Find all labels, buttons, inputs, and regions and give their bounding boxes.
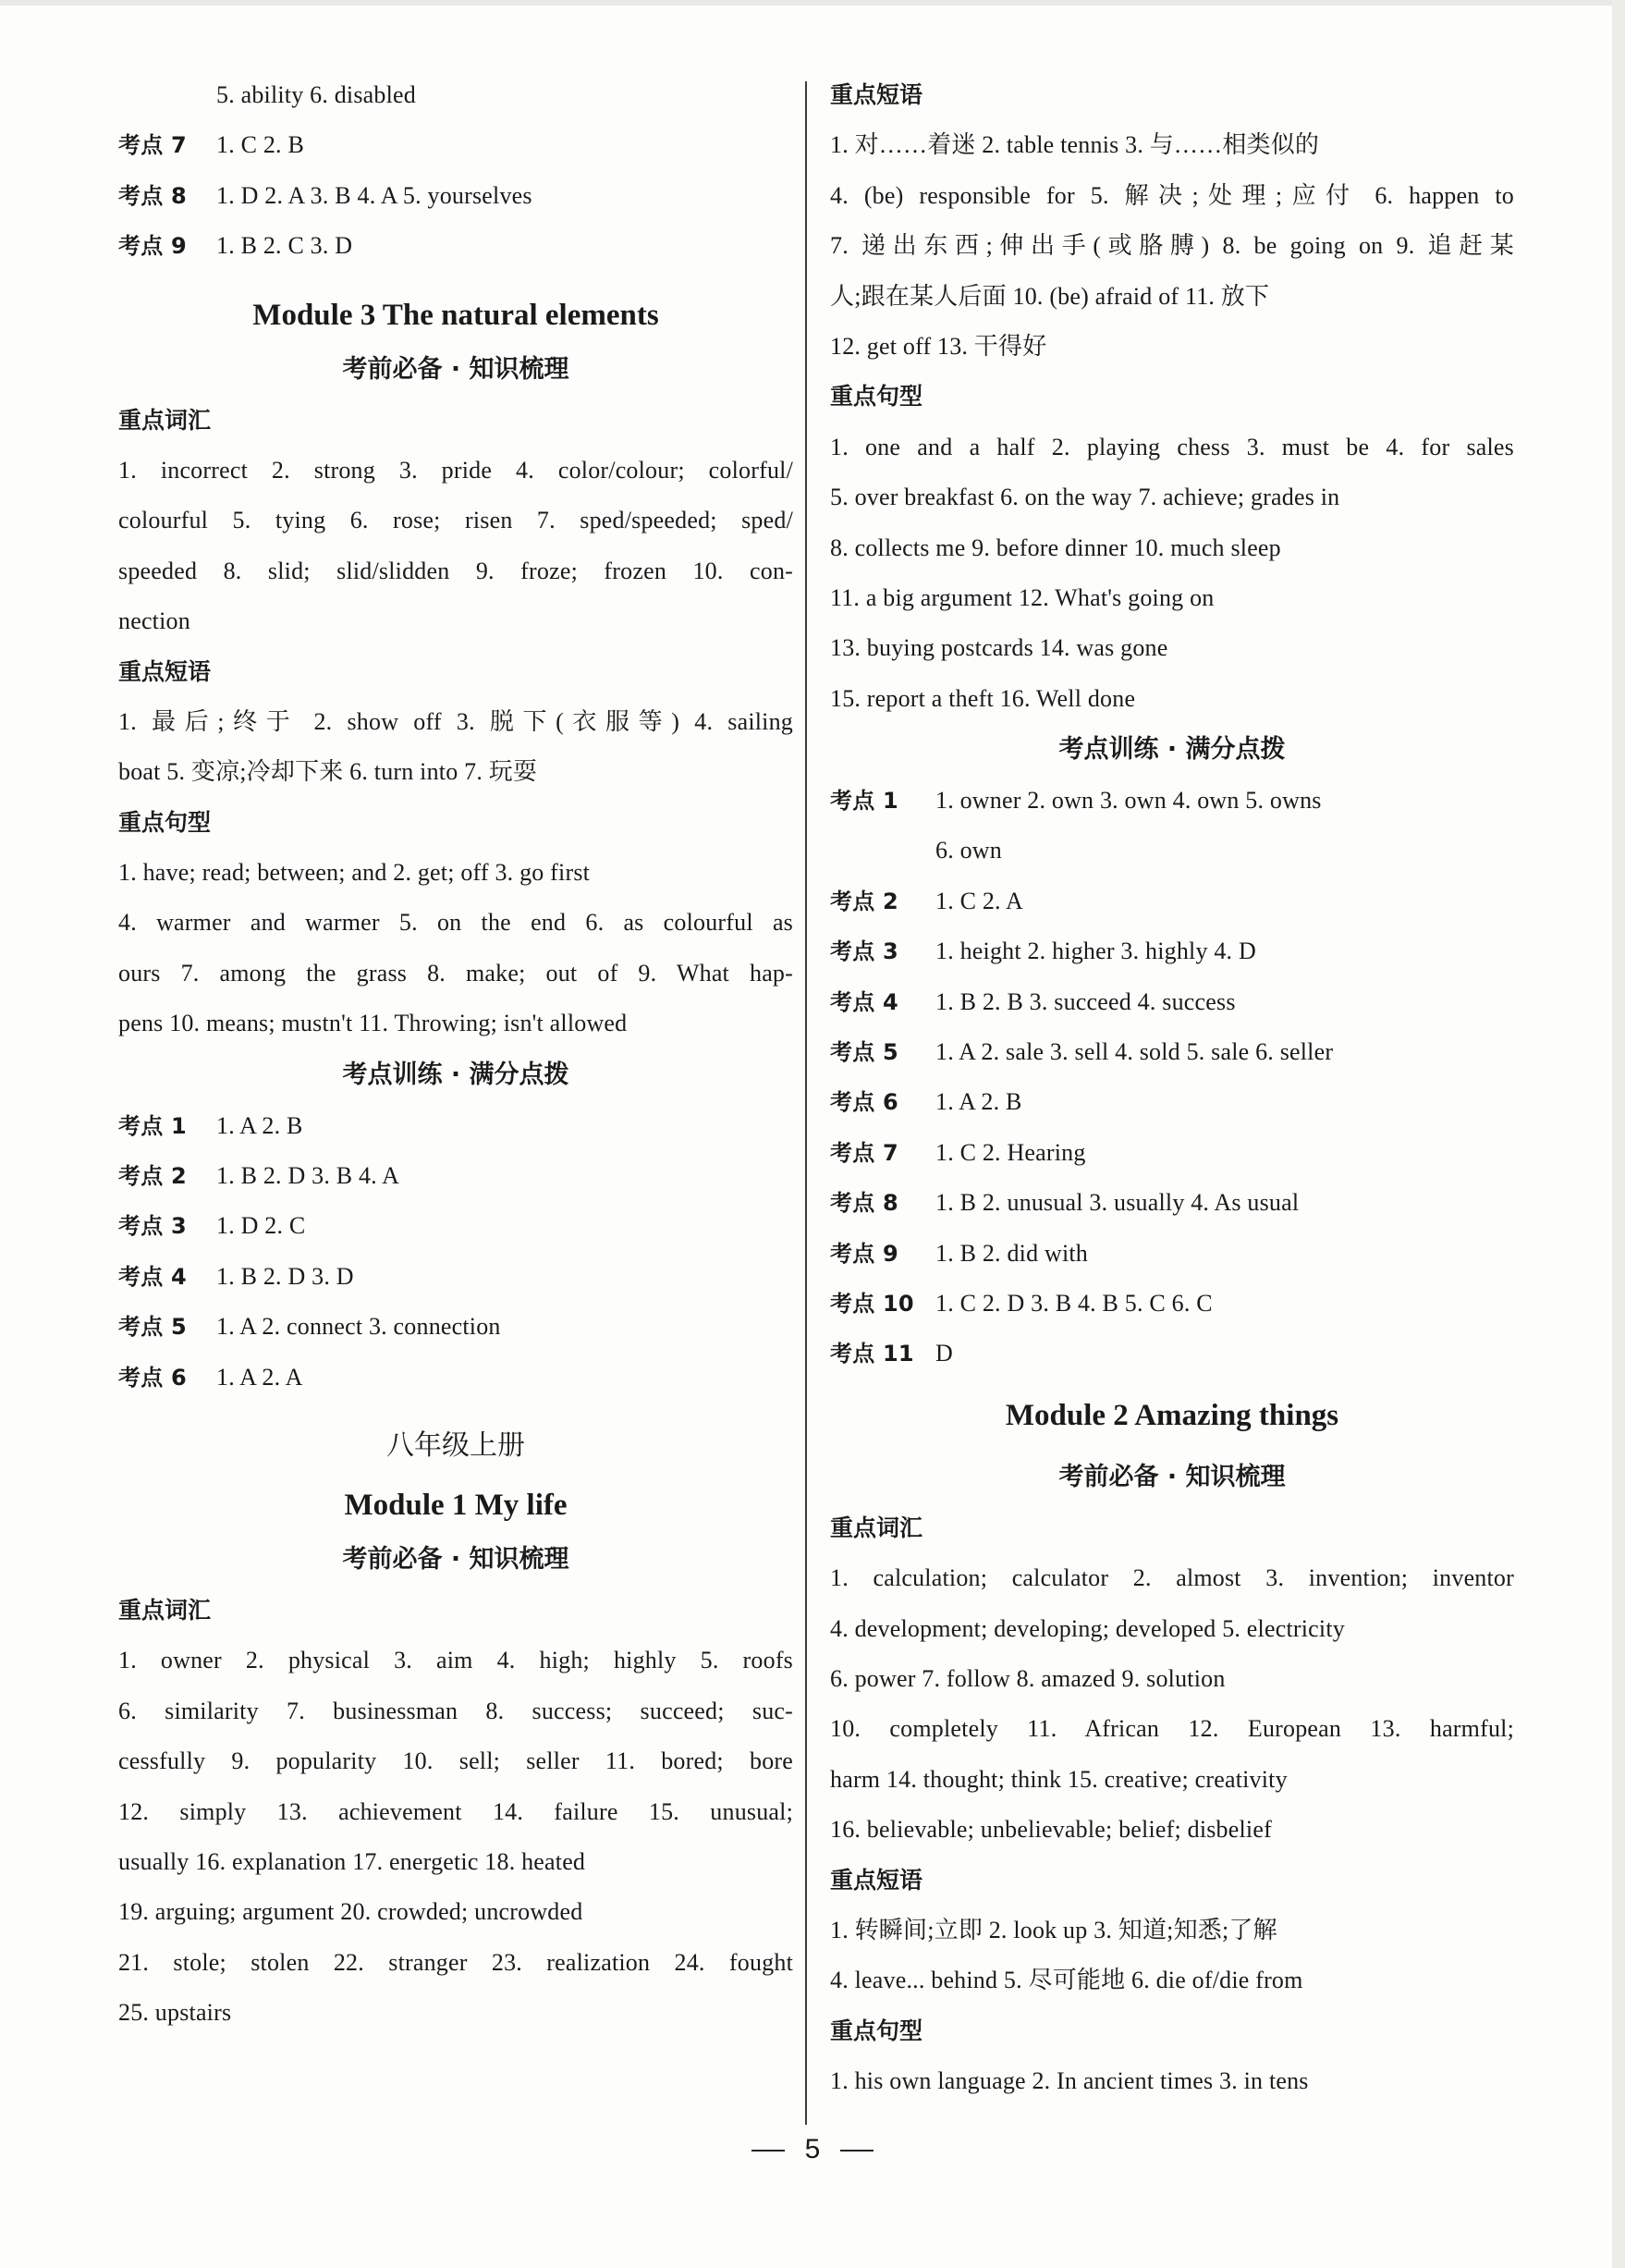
section-title: 考点训练 · 满分点拨 (1058, 735, 1286, 765)
kaodian-answers: 6. own (935, 837, 1002, 864)
kaodian-label: 考点 7 (830, 1139, 898, 1166)
kaodian-answers: 1. B 2. did with (935, 1239, 1088, 1267)
text-line: boat 5. 变凉;冷却下来 6. turn into 7. 玩耍 (118, 758, 538, 786)
kaodian-row (830, 1178, 1514, 1228)
kaodian-row (118, 171, 793, 221)
kaodian-label: 考点 10 (830, 1290, 914, 1317)
text-line: 1. 转瞬间;立即 2. look up 3. 知道;知悉;了解 (830, 1916, 1277, 1943)
text-line: 21. stole; stolen 22. stranger 23. realization 24. fought (118, 1948, 793, 1976)
kaodian-row (830, 776, 1514, 826)
kaodian-label: 考点 6 (118, 1364, 187, 1391)
section-title: 考前必备 · 知识梳理 (342, 1544, 569, 1574)
text-line: 6. similarity 7. businessman 8. success; succeed; suc- (118, 1697, 793, 1724)
section-title: 考前必备 · 知识梳理 (1058, 1462, 1286, 1491)
text-line: 11. a big argument 12. What's going on (830, 583, 1215, 611)
text-line: colourful 5. tying 6. rose; risen 7. sped/speeded; sped/ (118, 507, 793, 534)
kaodian-label: 考点 3 (830, 938, 898, 965)
kaodian-label: 考点 7 (118, 132, 187, 159)
spacer (118, 272, 793, 287)
text-line: usually 16. explanation 17. energetic 18. heated (118, 1847, 586, 1875)
sentence-heading: 重点句型 (830, 383, 923, 411)
dash-right (840, 2150, 874, 2152)
text-line: 4. development; developing; developed 5. electricity (830, 1614, 1345, 1642)
kaodian-label: 考点 6 (830, 1089, 898, 1116)
text-line: 1. incorrect 2. strong 3. pride 4. color/colour; colorful/ (118, 456, 793, 484)
vocab-heading: 重点词汇 (118, 406, 212, 434)
kaodian-row (118, 1101, 793, 1151)
kaodian-answers: 1. C 2. A (935, 887, 1023, 914)
phrase-heading: 重点短语 (830, 1866, 923, 1894)
text-line: nection (118, 607, 190, 635)
kaodian-label: 考点 9 (830, 1240, 898, 1267)
kaodian-row (118, 1151, 793, 1201)
text-line: 10. completely 11. African 12. European 13. harmful; (830, 1715, 1514, 1743)
text-line: 人;跟在某人后面 10. (be) afraid of 11. 放下 (830, 282, 1270, 310)
text-line: 1. owner 2. physical 3. aim 4. high; highly 5. roofs (118, 1647, 793, 1674)
kaodian-label: 考点 1 (830, 788, 898, 815)
page-edge-top (0, 0, 1625, 6)
right-column (830, 70, 1514, 2106)
text-line: 1. have; read; between; and 2. get; off 3. go first (118, 859, 591, 887)
kaodian-row (830, 1027, 1514, 1077)
text-line: 12. get off 13. 干得好 (830, 332, 1047, 360)
module-title: Module 3 The natural elements (252, 298, 659, 332)
text-line: 4. leave... behind 5. 尽可能地 6. die of/die from (830, 1967, 1303, 1994)
text-line: 5. ability 6. disabled (216, 81, 416, 108)
text-line: 19. arguing; argument 20. crowded; uncrowded (118, 1898, 583, 1926)
kaodian-row (830, 1128, 1514, 1178)
text-line: pens 10. means; mustn't 11. Throwing; isn't allowed (118, 1010, 628, 1037)
text-line: 6. power 7. follow 8. amazed 9. solution (830, 1664, 1226, 1692)
kaodian-answers: 1. B 2. unusual 3. usually 4. As usual (935, 1189, 1300, 1217)
text-line: 5. over breakfast 6. on the way 7. achieve; grades in (830, 484, 1340, 511)
kaodian-answers: 1. D 2. A 3. B 4. A 5. yourselves (216, 181, 532, 209)
kaodian-answers: D (935, 1340, 953, 1367)
module-title: Module 1 My life (344, 1488, 568, 1522)
kaodian-row (118, 1252, 793, 1302)
kaodian-row (830, 977, 1514, 1027)
kaodian-label: 考点 5 (118, 1314, 187, 1341)
kaodian-row (830, 1329, 1514, 1379)
module-title: Module 2 Amazing things (1005, 1398, 1339, 1432)
grade-title: 八年级上册 (386, 1428, 525, 1462)
page-edge-right (1612, 0, 1625, 2268)
kaodian-row (118, 221, 793, 271)
kaodian-label: 考点 8 (118, 182, 187, 209)
kaodian-answers: 1. C 2. Hearing (935, 1138, 1086, 1166)
vocab-heading: 重点词汇 (118, 1596, 212, 1624)
sentence-heading: 重点句型 (830, 2017, 923, 2044)
kaodian-label: 考点 11 (830, 1341, 914, 1367)
kaodian-answers: 1. B 2. B 3. succeed 4. success (935, 987, 1236, 1015)
text-line: 1. calculation; calculator 2. almost 3. invention; inventor (830, 1564, 1514, 1592)
kaodian-label: 考点 1 (118, 1112, 187, 1139)
kaodian-label: 考点 3 (118, 1213, 187, 1240)
kaodian-row (830, 877, 1514, 926)
text-line: ours 7. among the grass 8. make; out of 9. What hap- (118, 959, 793, 987)
kaodian-answers: 1. A 2. B (935, 1088, 1022, 1116)
text-line: cessfully 9. popularity 10. sell; seller 11. bored; bore (118, 1747, 793, 1775)
text-line: 8. collects me 9. before dinner 10. much sleep (830, 533, 1281, 561)
kaodian-answers: 1. A 2. A (216, 1363, 303, 1391)
kaodian-answers: 1. B 2. C 3. D (216, 232, 353, 260)
kaodian-row (118, 1302, 793, 1352)
section-title: 考前必备 · 知识梳理 (342, 354, 569, 384)
text-line: 1. 最后;终于 2. show off 3. 脱下(衣服等) 4. sailing (118, 707, 793, 735)
text-line: 15. report a theft 16. Well done (830, 684, 1136, 712)
sentence-heading: 重点句型 (118, 808, 212, 836)
kaodian-row (830, 1077, 1514, 1127)
dash-left (751, 2150, 785, 2152)
kaodian-answers: 1. B 2. D 3. B 4. A (216, 1162, 400, 1190)
left-column (118, 70, 793, 2039)
kaodian-label: 考点 2 (118, 1163, 187, 1190)
kaodian-row (830, 926, 1514, 976)
kaodian-answers: 1. D 2. C (216, 1212, 306, 1240)
text-line: 12. simply 13. achievement 14. failure 15. unusual; (118, 1797, 793, 1825)
section-title: 考点训练 · 满分点拨 (342, 1060, 569, 1089)
kaodian-label: 考点 5 (830, 1039, 898, 1066)
text-line: harm 14. thought; think 15. creative; creativity (830, 1765, 1288, 1793)
kaodian-answers: 1. C 2. B (216, 131, 304, 159)
kaodian-answers: 1. A 2. connect 3. connection (216, 1313, 501, 1341)
text-line: 1. his own language 2. In ancient times 3. in tens (830, 2067, 1309, 2095)
text-line: 25. upstairs (118, 1999, 232, 2027)
kaodian-label: 考点 4 (118, 1263, 187, 1290)
text-line: 16. believable; unbelievable; belief; disbelief (830, 1816, 1272, 1844)
kaodian-label: 考点 9 (118, 233, 187, 260)
text-line: 13. buying postcards 14. was gone (830, 634, 1168, 662)
text-line: 4. (be) responsible for 5. 解决;处理;应付 6. happen to (830, 181, 1514, 209)
kaodian-label: 考点 8 (830, 1190, 898, 1217)
kaodian-row (830, 826, 1514, 876)
kaodian-row (830, 1279, 1514, 1329)
vocab-heading: 重点词汇 (830, 1514, 923, 1541)
column-divider (805, 81, 807, 2125)
kaodian-answers: 1. A 2. B (216, 1111, 303, 1139)
kaodian-row (118, 120, 793, 170)
text-line: 7. 递出东西;伸出手(或胳膊) 8. be going on 9. 追赶某 (830, 232, 1514, 260)
kaodian-answers: 1. C 2. D 3. B 4. B 5. C 6. C (935, 1289, 1213, 1317)
text-line: 1. 对……着迷 2. table tennis 3. 与……相类似的 (830, 131, 1320, 159)
kaodian-row (118, 1201, 793, 1251)
phrase-heading: 重点短语 (118, 657, 212, 685)
page-number-text: 5 (804, 2134, 821, 2164)
kaodian-answers: 1. A 2. sale 3. sell 4. sold 5. sale 6. seller (935, 1038, 1334, 1066)
kaodian-answers: 1. B 2. D 3. D (216, 1262, 354, 1290)
text-line: 4. warmer and warmer 5. on the end 6. as colourful as (118, 909, 793, 937)
kaodian-row (118, 1353, 793, 1403)
kaodian-label: 考点 4 (830, 988, 898, 1015)
page-number (0, 2134, 1625, 2165)
kaodian-row (830, 1229, 1514, 1279)
phrase-heading: 重点短语 (830, 81, 923, 108)
kaodian-answers: 1. owner 2. own 3. own 4. own 5. owns (935, 787, 1322, 815)
kaodian-label: 考点 2 (830, 888, 898, 914)
kaodian-answers: 1. height 2. higher 3. highly 4. D (935, 938, 1256, 965)
text-line: 1. one and a half 2. playing chess 3. must be 4. for sales (830, 433, 1514, 460)
text-line: speeded 8. slid; slid/slidden 9. froze; frozen 10. con- (118, 557, 793, 584)
